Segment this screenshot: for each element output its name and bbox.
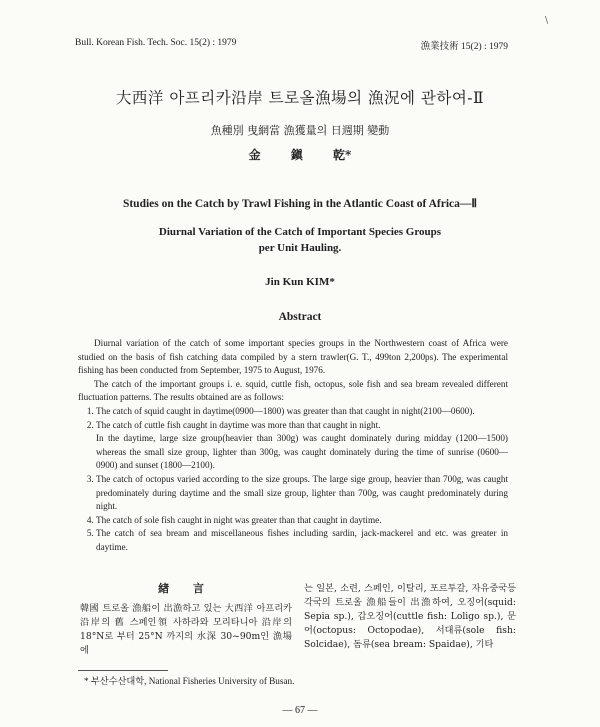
result-item-3: 3. The catch of octopus varied according to the size groups. The large sige group, heavier than 700g, was caught predominately during daytime and the small size group, lighter than 700g, was caught predominately during night. — [96, 473, 508, 514]
author-korean: 金 鎭 乾* — [248, 148, 352, 162]
footnote-divider — [78, 670, 168, 671]
title-english: Studies on the Catch by Trawl Fishing in the Atlantic Coast of Africa—Ⅱ — [122, 198, 478, 210]
intro-right-text: 는 일본, 소련, 스페인, 이탈리, 포르투갈, 자유중국등 각국의 트로올 漁船들이 出漁하여, 오징어(squid: Sepia sp.), 갑오징어(cuttle fish: Loligo sp.), 문어(octopus: Octopodae), 서대류(sole fish: Solcidae), 돔류(sea bream: Spaidae), 기타 — [304, 583, 516, 650]
subtitle-korean: 魚種別 曳網當 漁獲量의 日週期 變動 — [210, 124, 390, 137]
subtitle-english — [0, 224, 600, 256]
abstract-paragraph-1: Diurnal variation of the catch of some important species groups in the Northwestern coast of Africa were studied on the basis of fish catching data compiled by a stern trawler(G. T., 499ton 2,200ps). The experimental fishing has been conducted from September, 1975 to August, 1976. — [78, 338, 508, 376]
intro-left-text: 韓國 트로올 漁船이 出漁하고 있는 大西洋 아프리카 沿岸의 舊 스페인領 사하라와 모리타니아 沿岸의 18°N로 부터 25°N 까지의 水深 30~90m인 漁場에 — [80, 603, 292, 656]
author-english: Jin Kun KIM* — [265, 276, 335, 288]
journal-citation-right: 漁業技術 15(2) : 1979 — [420, 42, 508, 52]
page-number: — 67 — — [282, 705, 318, 716]
result-item-2 — [96, 419, 508, 473]
footnote: * 부산수산대학, National Fisheries University of Busan. — [84, 676, 295, 686]
subtitle-english-line1: Diurnal Variation of the Catch of Important Species Groups — [158, 226, 442, 238]
abstract-body — [78, 337, 508, 555]
result-item-2-text: The catch of cuttle fish caught in daytime was more than that caught in night. — [96, 419, 381, 430]
journal-citation-left: Bull. Korean Fish. Tech. Soc. 15(2) : 1979 — [75, 38, 237, 48]
intro-column-left — [80, 582, 292, 658]
abstract-heading: Abstract — [278, 311, 322, 323]
result-item-4: 4. The catch of sole fish caught in night was greater than that caught in daytime. — [96, 514, 508, 528]
result-item-1: 1. The catch of squid caught in daytime(0900—1800) was greater than that caught in night(2100—0600). — [96, 405, 508, 419]
subtitle-english-line2: per Unit Hauling. — [258, 242, 342, 254]
corner-mark: \ — [544, 16, 548, 26]
abstract-paragraph-2: The catch of the important groups i. e. squid, cuttle fish, octopus, sole fish and sea bream revealed different fluctuation patterns. The results obtained are as follows: — [78, 378, 508, 403]
intro-column-right — [304, 582, 516, 652]
title-korean: 大西洋 아프리카沿岸 트로올漁場의 漁況에 관하여-Ⅱ — [115, 89, 485, 107]
abstract-results-list — [78, 405, 508, 555]
result-item-5: 5. The catch of sea bream and miscellaneous fishes including sardin, jack-mackerel and etc. was greater in daytime. — [96, 527, 508, 554]
result-item-2-continued: In the daytime, large size group(heavier than 300g) was caught dominately during midday (1200—1500) whereas the small size group, lighter than 300g, was caught dominately during the time of sunrise (0600—0900) and sunset (1800—2100). — [96, 433, 508, 471]
intro-heading: 緖 言 — [158, 582, 214, 595]
